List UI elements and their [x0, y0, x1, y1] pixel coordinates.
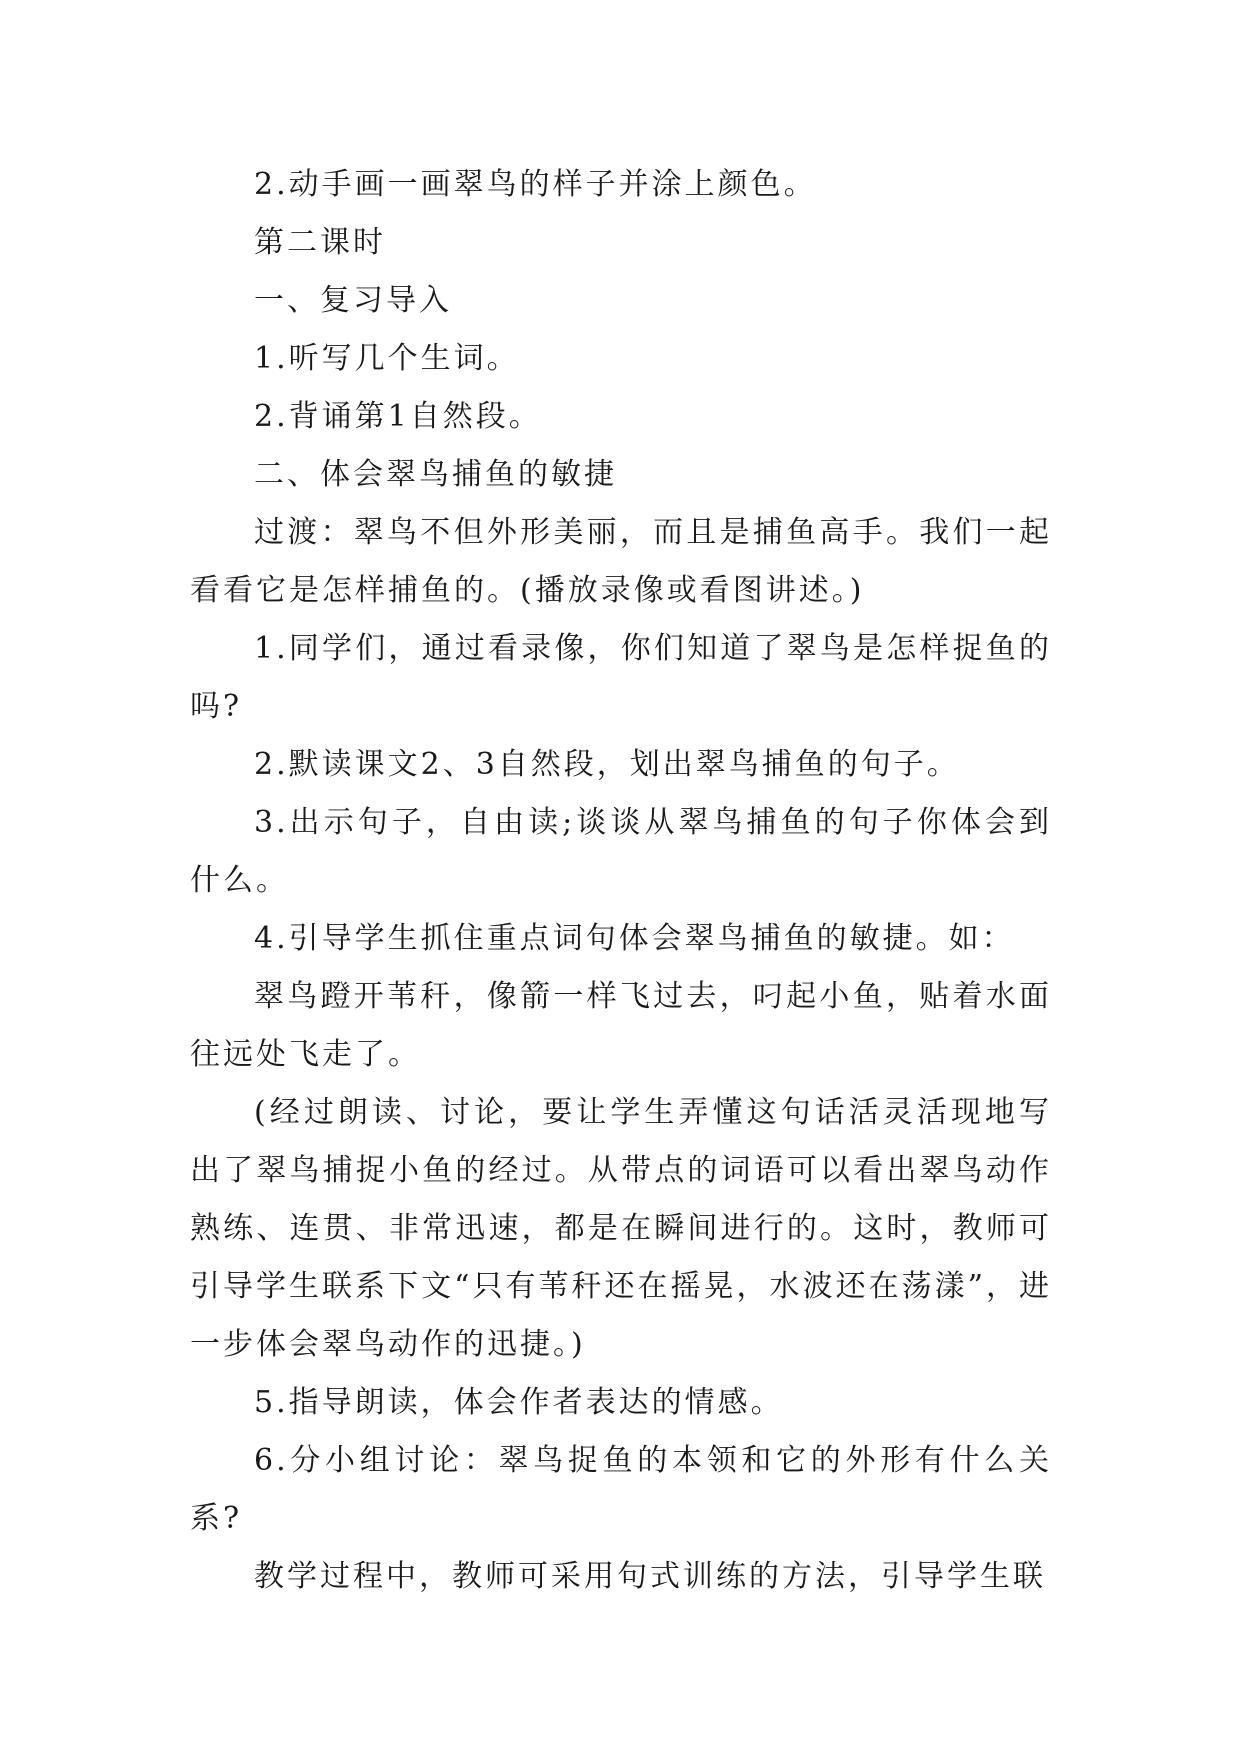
paragraph: 5.指导朗读，体会作者表达的情感。 — [254, 1385, 784, 1420]
section-heading: 一、复习导入 — [254, 283, 452, 318]
paragraph: 3.出示句子，自由读;谈谈从翠鸟捕鱼的句子你体会到什么。 — [190, 805, 1052, 898]
paragraph: (经过朗读、讨论，要让学生弄懂这句话活灵活现地写出了翠鸟捕捉小鱼的经过。从带点的词语可以看出翠鸟动作熟练、连贯、非常迅速，都是在瞬间进行的。这时，教师可引导学生联系下文“只有苇秆还在摇晃，水波还在荡漾”，进一步体会翠鸟动作的迅捷。) — [190, 1095, 1052, 1362]
paragraph: 翠鸟蹬开苇秆，像箭一样飞过去，叼起小鱼，贴着水面往远处飞走了。 — [190, 979, 1052, 1072]
paragraph: 2.默读课文2、3自然段，划出翠鸟捕鱼的句子。 — [254, 747, 960, 782]
paragraph: 1.听写几个生词。 — [254, 341, 520, 376]
paragraph: 教学过程中，教师可采用句式训练的方法，引导学生联 — [254, 1559, 1046, 1594]
section-heading: 二、体会翠鸟捕鱼的敏捷 — [254, 457, 617, 492]
paragraph: 2.背诵第1自然段。 — [254, 399, 542, 434]
paragraph: 2.动手画一画翠鸟的样子并涂上颜色。 — [254, 167, 817, 202]
lesson-heading: 第二课时 — [254, 225, 386, 260]
paragraph: 过渡：翠鸟不但外形美丽，而且是捕鱼高手。我们一起看看它是怎样捕鱼的。(播放录像或看图讲述。) — [190, 515, 1052, 608]
paragraph: 1.同学们，通过看录像，你们知道了翠鸟是怎样捉鱼的吗? — [190, 631, 1052, 724]
document-body — [190, 156, 1052, 1606]
paragraph: 4.引导学生抓住重点词句体会翠鸟捕鱼的敏捷。如： — [254, 921, 1015, 956]
paragraph: 6.分小组讨论：翠鸟捉鱼的本领和它的外形有什么关系? — [190, 1443, 1052, 1536]
